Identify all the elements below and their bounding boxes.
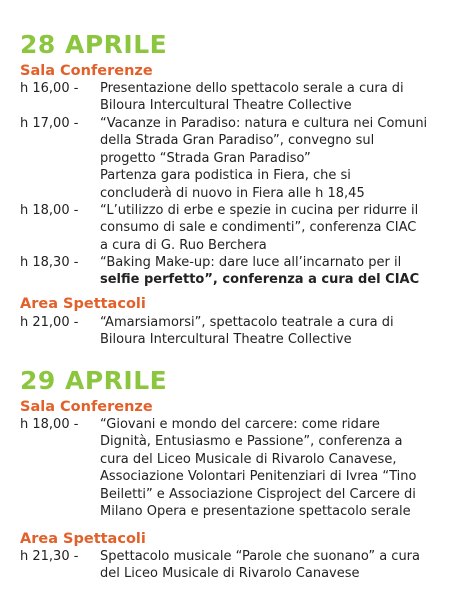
event-description-line: cura del Liceo Musicale di Rivarolo Canavese, xyxy=(100,451,397,467)
event-description-line: della Strada Gran Paradiso”, convegno sul xyxy=(100,133,375,149)
event-description-line: Spettacolo musicale “Parole che suonano” a cura xyxy=(100,549,420,564)
venue-heading: Sala Conferenze xyxy=(20,63,153,79)
event-description xyxy=(100,548,465,583)
event-description-line: del Liceo Musicale di Rivarolo Canavese xyxy=(100,566,360,582)
event-description-line: Partenza gara podistica in Fiera, che si xyxy=(100,168,351,184)
event-description-line: concluderà di nuovo in Fiera alle h 18,45 xyxy=(100,185,365,201)
event-time: h 16,00 - xyxy=(20,81,79,96)
venue-heading: Sala Conferenze xyxy=(20,399,153,415)
event-description-line: Biloura Intercultural Theatre Collective xyxy=(100,332,352,348)
event-description-line: Dignità, Entusiasmo e Passione”, conferenza a xyxy=(100,434,403,450)
event-description-line: a cura di G. Ruo Berchera xyxy=(100,237,267,253)
event-time: h 21,30 - xyxy=(20,549,79,564)
event-description-line: Milano Opera e presentazione spettacolo serale xyxy=(100,504,411,520)
event-description xyxy=(100,80,465,115)
event-description-line: “Giovani e mondo del carcere: come ridare xyxy=(100,417,380,432)
event-time: h 18,00 - xyxy=(20,417,79,432)
event-description-line: progetto “Strada Gran Paradiso” xyxy=(100,150,311,166)
event-time: h 17,00 - xyxy=(20,116,79,131)
event-description-line: Beiletti” e Associazione Cisproject del Carcere di xyxy=(100,486,416,502)
venue-heading: Area Spettacoli xyxy=(20,296,146,312)
event-description-line: Biloura Intercultural Theatre Collective xyxy=(100,98,352,114)
event-description-line: consumo di sale e condimenti”, conferenza CIAC xyxy=(100,220,417,236)
event-time: h 18,30 - xyxy=(20,255,79,270)
event-time: h 21,00 - xyxy=(20,315,79,330)
venue-heading: Area Spettacoli xyxy=(20,531,146,547)
event-description-line: “Amarsiamorsi”, spettacolo teatrale a cura di xyxy=(100,315,394,330)
event-description-line: “Vacanze in Paradiso: natura e cultura nei Comuni xyxy=(100,116,428,131)
event-time: h 18,00 - xyxy=(20,203,79,218)
event-description-line: Presentazione dello spettacolo serale a cura di xyxy=(100,81,404,96)
event-description xyxy=(100,202,465,254)
event-description-line: “Baking Make-up: dare luce all’incarnato per il xyxy=(100,255,402,270)
day-title: 29 APRILE xyxy=(20,366,168,395)
event-description-line: “L’utilizzo di erbe e spezie in cucina per ridurre il xyxy=(100,203,419,218)
event-description-line: selfie perfetto”, conferenza a cura del CIAC xyxy=(100,272,420,288)
event-description xyxy=(100,254,465,289)
event-description-line: Associazione Volontari Penitenziari di Ivrea “Tino xyxy=(100,469,417,485)
day-title: 28 APRILE xyxy=(20,30,168,59)
event-description xyxy=(100,416,465,520)
event-description xyxy=(100,115,465,202)
event-description xyxy=(100,314,465,349)
